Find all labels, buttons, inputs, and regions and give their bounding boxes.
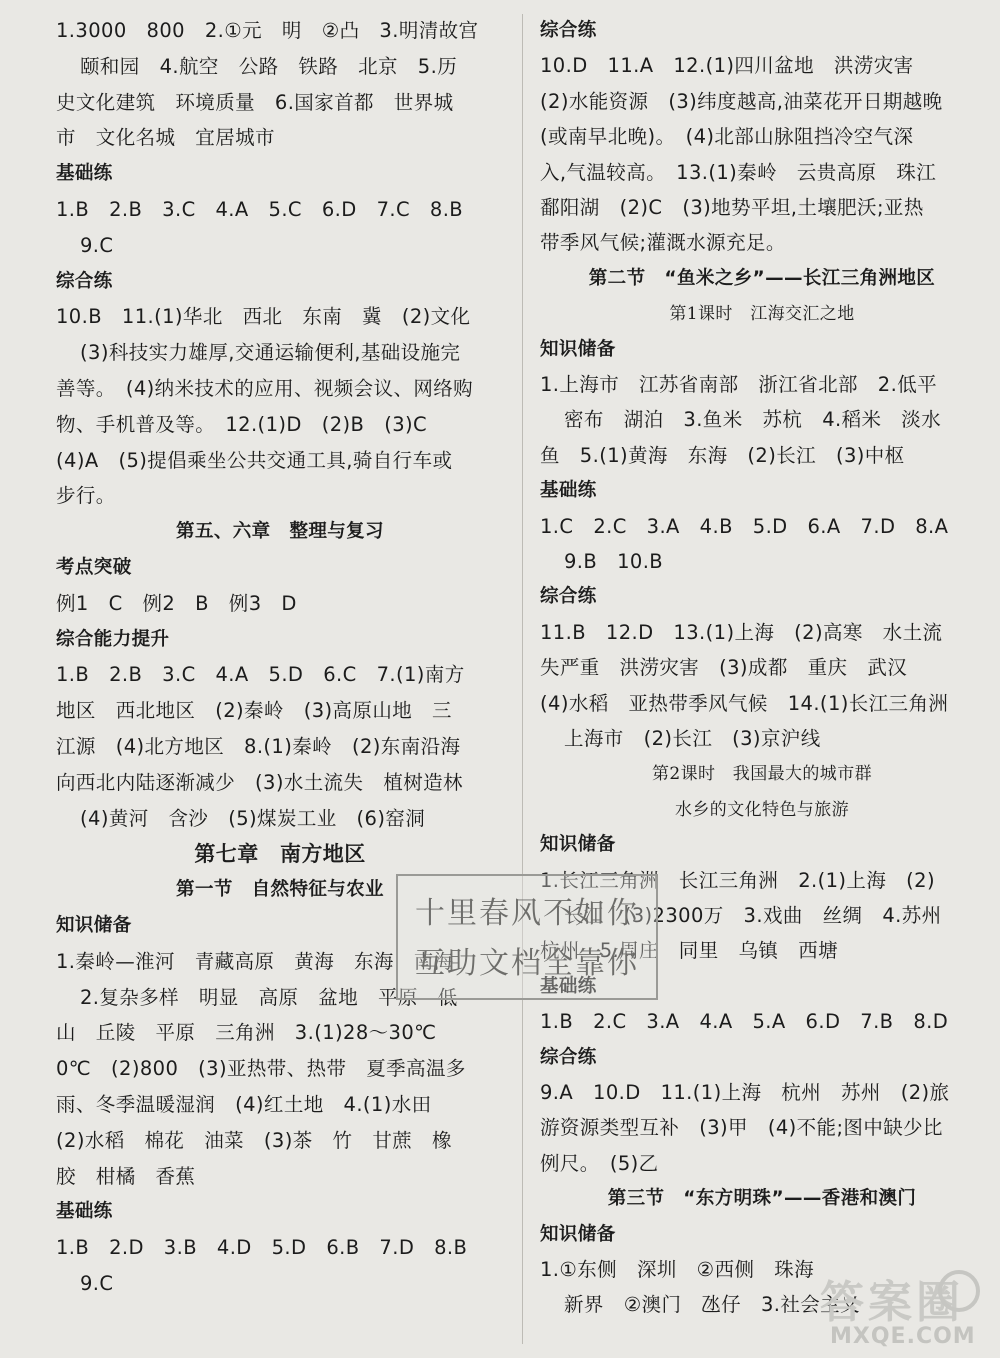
- head-line: 基础练: [56, 1201, 113, 1223]
- text-line: 长江 (3)2300万 3.戏曲 丝绸 4.苏州: [564, 904, 942, 927]
- text-line: 史文化建筑 环境质量 6.国家首都 世界城: [56, 90, 454, 114]
- head-line: 考点突破: [56, 557, 132, 578]
- text-line: 例尺。 (5)乙: [540, 1151, 659, 1175]
- text-line: 9.A 10.D 11.(1)上海 杭州 苏州 (2)旅: [540, 1081, 950, 1104]
- text-line: 1.B 2.C 3.A 4.A 5.A 6.D 7.B 8.D: [540, 1010, 949, 1034]
- text-line: 10.B 11.(1)华北 西北 东南 冀 (2)文化: [56, 305, 471, 329]
- text-line: 胶 柑橘 香蕉: [56, 1164, 196, 1188]
- text-line: 步行。: [56, 484, 116, 508]
- text-line: 1.上海市 江苏省南部 浙江省北部 2.低平: [540, 373, 938, 396]
- text-line: 物、手机普及等。 12.(1)D (2)B (3)C: [56, 412, 428, 436]
- lesson-line: 第2课时 我国最大的城市群: [651, 764, 872, 785]
- stamp-line-1: 十里春风不如你: [415, 896, 639, 931]
- chapter-line: 第七章 南方地区: [194, 842, 366, 867]
- head-line: 综合练: [540, 586, 597, 608]
- watermark: [760, 1266, 990, 1354]
- text-line: 密布 湖泊 3.鱼米 苏杭 4.稻米 淡水: [564, 408, 942, 432]
- text-line: (4)水稻 亚热带季风气候 14.(1)长江三角洲: [540, 691, 949, 715]
- text-line: 雨、冬季温暖湿润 (4)红土地 4.(1)水田: [56, 1093, 432, 1116]
- text-line: 鄱阳湖 (2)C (3)地势平坦,土壤肥沃;亚热: [540, 196, 924, 219]
- watermark-logo-icon: [938, 1270, 980, 1312]
- section-line: 第三节 “东方明珠”——香港和澳门: [607, 1188, 917, 1210]
- watermark-brand: 答案圈: [820, 1277, 964, 1328]
- text-line: 例1 C 例2 B 例3 D: [56, 591, 297, 615]
- text-line: 9.C: [80, 1272, 114, 1295]
- text-line: 善等。 (4)纳米技术的应用、视频会议、网络购: [56, 377, 474, 400]
- watermark-url: MXQE.COM: [830, 1324, 976, 1349]
- text-line: 9.C: [80, 233, 114, 257]
- text-line: 地区 西北地区 (2)秦岭 (3)高原山地 三: [56, 699, 452, 723]
- text-line: 鱼 5.(1)黄海 东海 (2)长江 (3)中枢: [540, 443, 905, 467]
- text-line: (或南早北晚)。 (4)北部山脉阻挡冷空气深: [540, 125, 914, 149]
- text-line: 市 文化名城 宜居城市: [56, 126, 275, 150]
- text-line: 新界 ②澳门 氹仔 3.社会主义: [564, 1293, 860, 1317]
- text-line: (2)水稻 棉花 油菜 (3)茶 竹 甘蔗 橡: [56, 1128, 452, 1152]
- head-line: 知识储备: [56, 915, 132, 936]
- stamp-line-2: 互助文档全靠你: [415, 946, 639, 981]
- head-line: 综合能力提升: [56, 628, 170, 650]
- text-line: (3)科技实力雄厚,交通运输便利,基础设施完: [80, 341, 461, 365]
- section-line: 第五、六章 整理与复习: [176, 521, 384, 543]
- text-line: 游资源类型互补 (3)甲 (4)不能;图中缺少比: [540, 1116, 943, 1140]
- left-column: [56, 0, 504, 1358]
- right-column: [540, 0, 984, 1358]
- text-line: (4)A (5)提倡乘坐公共交通工具,骑自行车或: [56, 448, 453, 472]
- head-line: 基础练: [540, 975, 597, 997]
- text-line: 失严重 洪涝灾害 (3)成都 重庆 武汉: [540, 656, 908, 680]
- text-line: 江源 (4)北方地区 8.(1)秦岭 (2)东南沿海: [56, 735, 461, 758]
- text-line: 1.B 2.D 3.B 4.D 5.D 6.B 7.D 8.B: [56, 1236, 468, 1260]
- text-line: (2)水能资源 (3)纬度越高,油菜花开日期越晚: [540, 89, 943, 113]
- text-line: 11.B 12.D 13.(1)上海 (2)高寒 水土流: [540, 620, 943, 644]
- text-line: 1.B 2.B 3.C 4.A 5.D 6.C 7.(1)南方: [56, 663, 465, 687]
- lesson-line: 水乡的文化特色与旅游: [675, 799, 849, 820]
- head-line: 知识储备: [540, 338, 616, 360]
- text-line: 9.B 10.B: [564, 550, 664, 573]
- text-line: 1.B 2.B 3.C 4.A 5.C 6.D 7.C 8.B: [56, 198, 464, 221]
- head-line: 综合练: [56, 270, 113, 292]
- text-line: 1.①东侧 深圳 ②西侧 珠海: [540, 1258, 815, 1281]
- head-line: 综合练: [540, 20, 597, 41]
- section-line: 第一节 自然特征与农业: [176, 879, 384, 901]
- text-line: 上海市 (2)长江 (3)京沪线: [564, 727, 821, 750]
- head-line: 知识储备: [540, 834, 616, 856]
- section-line: 第二节 “鱼米之乡”——长江三角洲地区: [588, 267, 936, 289]
- text-line: 0℃ (2)800 (3)亚热带、热带 夏季高温多: [56, 1057, 466, 1081]
- text-line: 山 丘陵 平原 三角洲 3.(1)28～30℃: [56, 1021, 437, 1045]
- head-line: 基础练: [56, 163, 113, 185]
- text-line: 入,气温较高。 13.(1)秦岭 云贵高原 珠江: [540, 160, 937, 184]
- text-line: 2.复杂多样 明显 高原 盆地 平原 低: [80, 985, 458, 1009]
- head-line: 基础练: [540, 480, 597, 502]
- text-line: 带季风气候;灌溉水源充足。: [540, 231, 786, 255]
- text-line: 1.秦岭—淮河 青藏高原 黄海 东海 南海: [56, 949, 454, 973]
- text-line: 10.D 11.A 12.(1)四川盆地 洪涝灾害: [540, 54, 914, 78]
- head-line: 综合练: [540, 1046, 597, 1068]
- text-line: 向西北内陆逐渐减少 (3)水土流失 植树造林: [56, 770, 463, 794]
- text-line: 1.3000 800 2.①元 明 ②凸 3.明清故宫: [56, 19, 479, 42]
- text-line: 1.C 2.C 3.A 4.B 5.D 6.A 7.D 8.A: [540, 514, 949, 538]
- text-line: 颐和园 4.航空 公路 铁路 北京 5.历: [80, 54, 458, 78]
- stamp: [396, 874, 658, 1000]
- text-line: 杭州 5.周庄 同里 乌镇 西塘: [540, 939, 839, 963]
- text-line: (4)黄河 含沙 (5)煤炭工业 (6)窑洞: [80, 806, 426, 830]
- column-divider: [522, 14, 523, 1344]
- lesson-line: 第1课时 江海交汇之地: [669, 304, 855, 325]
- text-line: 1.长江三角洲 长江三角洲 2.(1)上海 (2): [540, 868, 935, 892]
- head-line: 知识储备: [540, 1223, 616, 1245]
